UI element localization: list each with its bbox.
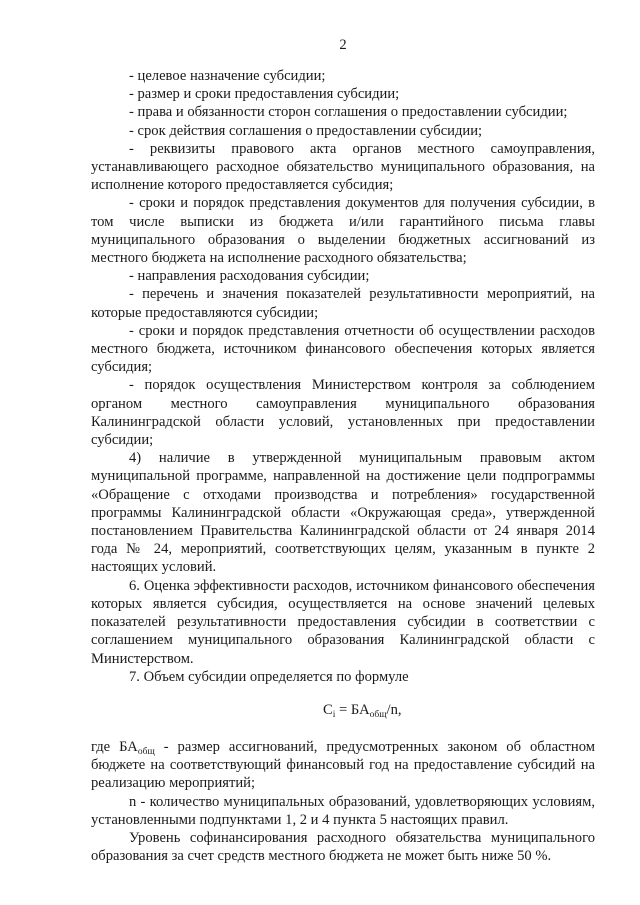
paragraph-clause-6: 6. Оценка эффективности расходов, источником финансового обеспечения которых является субсидия, осуществляется на основе значений целевых показателей результативности предоставления субсидии в соответствии с соглашением муниципального образования Калининградской области с Министерством. [91, 577, 595, 667]
list-item-reporting: - сроки и порядок представления отчетности об осуществлении расходов местного бюджета, источником финансового обеспечения которых является субсидия; [91, 322, 595, 376]
list-item-legal-act: - реквизиты правового акта органов местного самоуправления, устанавливающего расходное обязательство муниципального образования, на исполнение которого предоставляется субсидия; [91, 140, 595, 194]
document-page [91, 36, 595, 865]
list-item-purpose: - целевое назначение субсидии; [129, 68, 326, 84]
definition-ba-text: - размер ассигнований, предусмотренных законом об областном бюджете на соответствующий финансовый год на предоставление субсидий на реализацию мероприятий; [91, 738, 595, 792]
definition-ba-subscript: общ [137, 746, 155, 757]
list-item-control: - порядок осуществления Министерством контроля за соблюдением органом местного самоуправления муниципального образования Калининградской области условий, установленных при предоставлении субсидии; [91, 377, 595, 449]
paragraph-cofinancing: Уровень софинансирования расходного обязательства муниципального образования за счет средств местного бюджета не может быть ниже 50 %. [91, 829, 595, 865]
paragraph-clause-7: 7. Объем субсидии определяется по формуле [129, 668, 409, 685]
definition-ba [91, 738, 595, 793]
paragraph-clause-4: 4) наличие в утвержденной муниципальным правовым актом муниципальной программе, направленной на достижение цели подпрограммы «Обращение с отходами производства и потребления» государственной программы Калининградской области «Окружающая среда», утвержденной постановлением Правительства Калининградской области от 24 января 2014 года № 24, мероприятий, соответствующих целям, указанным в пункте 2 настоящих условий. [91, 450, 595, 576]
list-item-validity: - срок действия соглашения о предоставлении субсидии; [129, 122, 483, 139]
page-number: 2 [339, 37, 347, 53]
definition-ba-prefix: где БА [91, 738, 138, 755]
formula-lhs: C [323, 701, 333, 718]
formula-lhs-subscript: i [332, 709, 336, 720]
formula-rhs-subscript: общ [369, 709, 387, 720]
list-item-documents: - сроки и порядок представления документов для получения субсидии, в том числе выписки из бюджета и/или гарантийного письма главы муниципального образования о выделении бюджетных ассигнований из местного бюджета на исполнение расходного обязательства; [91, 195, 595, 267]
list-item-amount-terms: - размер и сроки предоставления субсидии; [129, 86, 400, 103]
list-item-indicators: - перечень и значения показателей результативности мероприятий, на которые предоставляются субсидии; [91, 286, 595, 321]
subsidy-formula [91, 701, 595, 719]
definition-n: n - количество муниципальных образований, удовлетворяющих условиям, установленными подпунктами 1, 2 и 4 пункта 5 настоящих правил. [91, 793, 595, 828]
formula-tail: /n, [386, 701, 402, 718]
list-item-rights-duties: - права и обязанности сторон соглашения о предоставлении субсидии; [129, 104, 568, 121]
list-item-spending-directions: - направления расходования субсидии; [129, 268, 370, 285]
formula-equals: = БА [335, 701, 370, 718]
